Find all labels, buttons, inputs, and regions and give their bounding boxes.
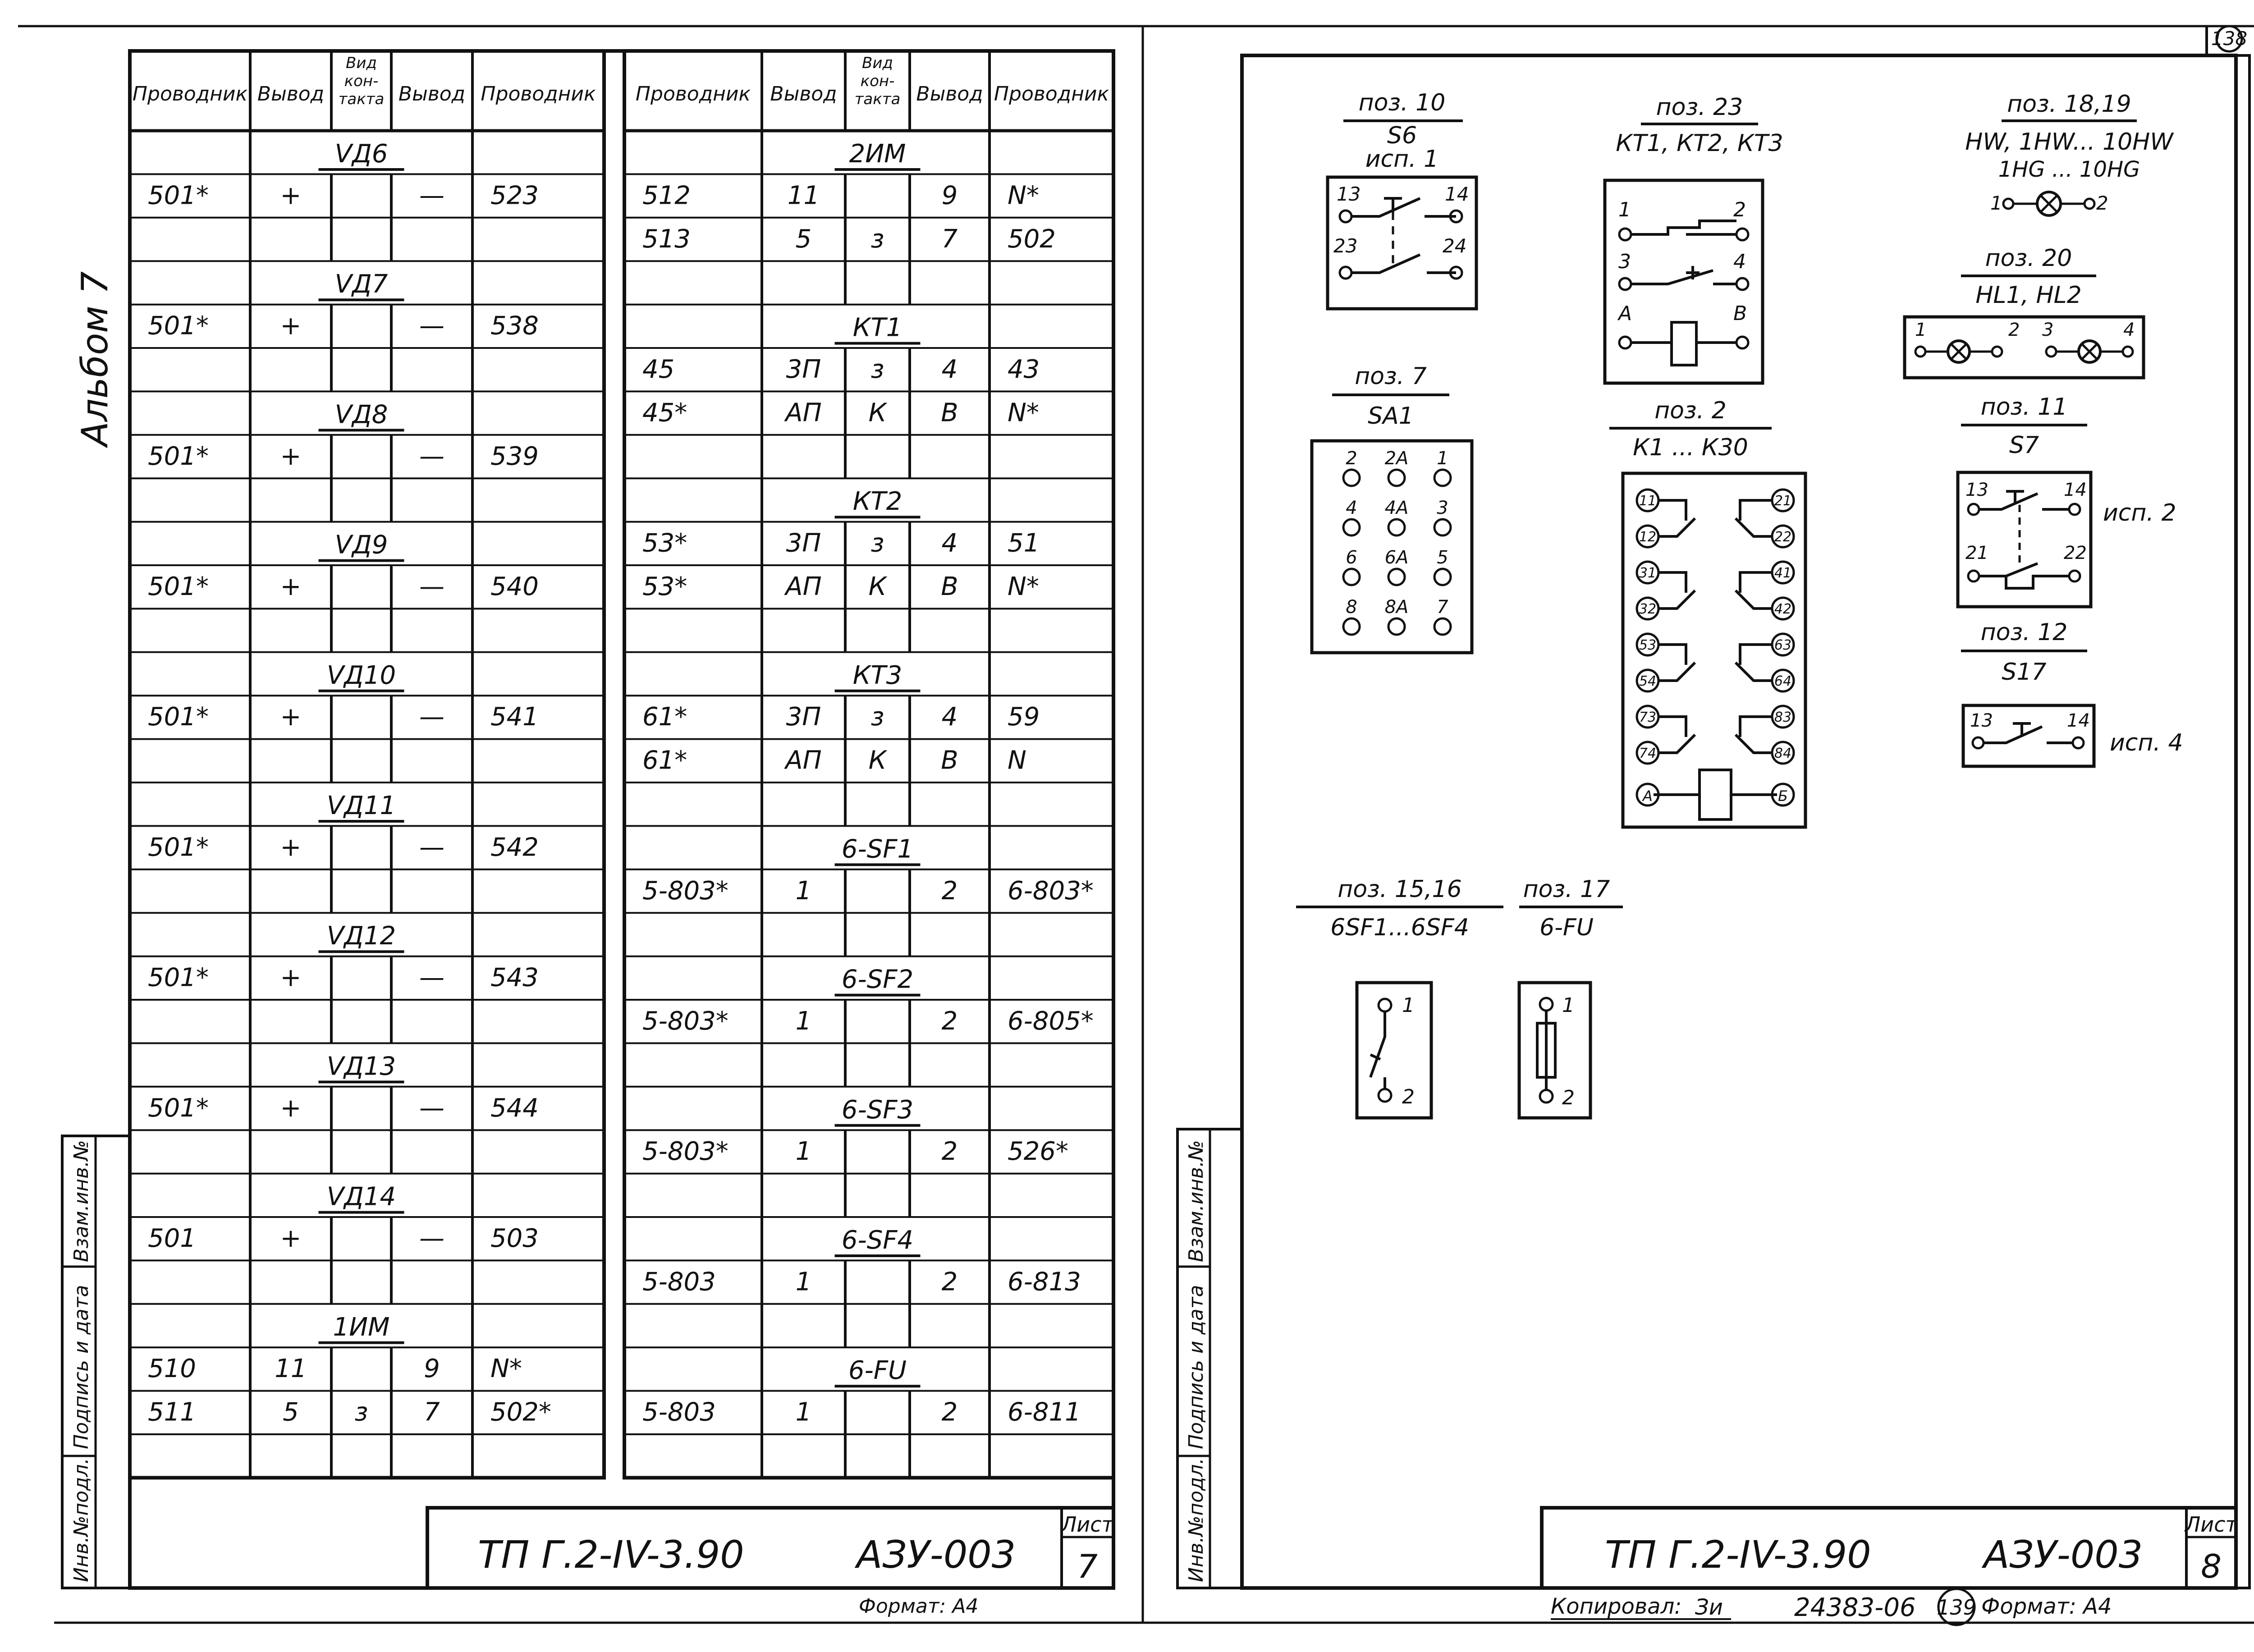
tb-cell: АП — [785, 746, 822, 775]
ta-cell: + — [280, 181, 302, 211]
tb-cell: 6-813 — [1008, 1267, 1081, 1297]
ta-cell: 542 — [490, 833, 539, 862]
tb-cell: В — [941, 398, 958, 428]
ta-header-contact-1: кон- — [344, 72, 379, 90]
tb-cell: 1 — [795, 876, 812, 906]
svg-text:HL1, HL2: HL1, HL2 — [1975, 282, 2082, 309]
stamp-podpis: Подпись и дата — [70, 1285, 93, 1449]
tb-cell: 5-803 — [642, 1267, 716, 1297]
svg-text:поз. 11: поз. 11 — [1980, 394, 2068, 421]
tb-cell: 512 — [642, 181, 691, 211]
svg-text:22: 22 — [2064, 543, 2087, 563]
svg-text:14: 14 — [1445, 183, 1469, 205]
p7-pin-label: 2А — [1384, 448, 1409, 469]
component-poz11 — [1958, 394, 2176, 607]
tb-cell: В — [941, 746, 958, 775]
p2-pin-label: 12 — [1639, 529, 1657, 545]
tb-cell: 45* — [642, 398, 687, 428]
p2-pin-label: 22 — [1774, 529, 1792, 545]
ta-group-title: VД9 — [334, 530, 388, 560]
tb-group-title: КТ1 — [852, 313, 903, 343]
tb-group-title: 6-SF1 — [841, 834, 914, 864]
tb-cell: 5-803* — [642, 876, 728, 906]
p2-pin-label: 53 — [1639, 637, 1657, 653]
tb-group-title: 6-SF2 — [841, 965, 914, 994]
svg-text:исп. 4: исп. 4 — [2110, 729, 2183, 756]
ta-cell: 9 — [424, 1354, 440, 1384]
svg-text:КТ1, КТ2, КТ3: КТ1, КТ2, КТ3 — [1616, 130, 1783, 157]
ta-header-0: Проводник — [132, 82, 248, 105]
p10-isp: исп. 1 — [1365, 146, 1439, 173]
tb-header-0: Проводник — [635, 82, 751, 105]
ta-cell: — — [419, 833, 444, 862]
tb-cell: К — [868, 572, 887, 601]
ta-cell: 510 — [148, 1354, 196, 1384]
component-poz12 — [1961, 619, 2183, 766]
p1516-body — [1357, 983, 1431, 1118]
tb-cell: N* — [1008, 398, 1039, 428]
tb-cell: 61* — [642, 702, 687, 732]
svg-text:В: В — [1733, 302, 1747, 325]
ta-cell: 501 — [148, 1224, 196, 1253]
component-poz23 — [1605, 94, 1783, 383]
tb-cell: 2 — [941, 876, 958, 906]
svg-text:23: 23 — [1333, 235, 1358, 257]
ta-cell: + — [280, 1093, 302, 1123]
svg-text:поз. 12: поз. 12 — [1980, 619, 2068, 646]
ta-cell: — — [419, 1093, 444, 1123]
svg-text:поз. 7: поз. 7 — [1355, 363, 1427, 390]
r-format-label: Формат: А4 — [1981, 1594, 2112, 1619]
tb-cell: 7 — [941, 224, 958, 254]
left-sheet — [62, 51, 1114, 1618]
ta-cell: + — [280, 963, 302, 993]
ta-cell: 11 — [275, 1354, 307, 1384]
tb-cell: 11 — [787, 181, 820, 211]
tb-header-1: Вывод — [770, 82, 837, 105]
svg-text:21: 21 — [1965, 543, 1988, 563]
ta-group-title: VД6 — [334, 139, 388, 169]
tb-cell: 3П — [786, 355, 821, 384]
ta-cell: 501* — [148, 311, 209, 341]
p7-pin-label: 6А — [1384, 547, 1409, 568]
svg-text:HW, 1HW... 10HW: HW, 1HW... 10HW — [1965, 128, 2173, 156]
tb-cell: 3П — [786, 528, 821, 558]
tb-cell: 5-803 — [642, 1397, 716, 1427]
inv-number: 24383-06 — [1794, 1593, 1916, 1622]
right-title-block — [1542, 1508, 2238, 1588]
tb-group-title: КТ3 — [852, 660, 903, 690]
component-poz17 — [1519, 876, 1623, 1118]
svg-text:1: 1 — [1402, 994, 1415, 1017]
left-title-block — [427, 1508, 1114, 1588]
tb-cell: з — [870, 702, 884, 732]
component-poz1516 — [1296, 876, 1503, 1118]
connection-table-b — [624, 51, 1113, 1478]
ta-cell: — — [419, 963, 444, 993]
ta-header-contact-2: такта — [338, 90, 385, 108]
tb-cell: 2 — [941, 1397, 958, 1427]
svg-text:поз. 18,19: поз. 18,19 — [2007, 91, 2131, 118]
ta-cell: з — [354, 1397, 368, 1427]
ta-group-title: VД8 — [334, 400, 388, 430]
svg-text:4: 4 — [1733, 250, 1746, 273]
tb-cell: 4 — [941, 528, 958, 558]
svg-text:S7: S7 — [2009, 432, 2039, 459]
p2-pin-label: 31 — [1639, 565, 1657, 581]
tb-cell: N* — [1008, 181, 1039, 211]
tb-cell: 6-805* — [1008, 1007, 1094, 1036]
sheet-label: Лист — [1061, 1512, 1114, 1537]
svg-text:6-FU: 6-FU — [1539, 914, 1594, 941]
p7-pin-label: 8А — [1384, 597, 1409, 618]
svg-text:4: 4 — [2123, 320, 2135, 340]
tb-group-title: 2ИМ — [849, 139, 906, 169]
svg-text:1HG ... 10HG: 1HG ... 10HG — [1998, 157, 2140, 182]
r-stamp-podpis: Подпись и дата — [1185, 1285, 1208, 1449]
ta-cell: — — [419, 311, 444, 341]
tb-cell: з — [870, 528, 884, 558]
r-stamp-vzam: Взам.инв.№ — [1185, 1140, 1208, 1262]
tb-cell: АП — [785, 398, 822, 428]
ta-cell: 501* — [148, 572, 209, 601]
ta-cell: 544 — [490, 1093, 539, 1123]
ta-cell: + — [280, 702, 302, 732]
p7-pin-label: 4 — [1346, 498, 1357, 518]
p7-pin-label: 4А — [1384, 498, 1409, 518]
p20-body — [1905, 317, 2144, 378]
svg-text:2: 2 — [2008, 320, 2020, 340]
ta-cell: 539 — [490, 441, 539, 471]
ta-cell: + — [280, 311, 302, 341]
tb-cell: 53* — [642, 572, 687, 601]
tb-cell: 1 — [795, 1137, 812, 1167]
title-doc: АЗУ-003 — [857, 1533, 1016, 1577]
ta-group-title: 1ИМ — [333, 1312, 390, 1342]
ta-cell: 501* — [148, 963, 209, 993]
tb-cell: 2 — [941, 1137, 958, 1167]
p2-pin-label: 84 — [1774, 746, 1792, 761]
p7-pin-label: 8 — [1346, 597, 1357, 618]
p7-pin-label: 1 — [1437, 448, 1448, 469]
svg-text:1: 1 — [1990, 192, 2002, 214]
p2-pin-label: 54 — [1639, 673, 1657, 689]
component-poz1819 — [1965, 91, 2174, 215]
tb-cell: В — [941, 572, 958, 601]
svg-text:поз. 23: поз. 23 — [1656, 94, 1743, 121]
p2-pin-label: 74 — [1639, 746, 1657, 761]
ta-cell: — — [419, 441, 444, 471]
connection-table-a — [130, 51, 604, 1478]
svg-text:1: 1 — [1915, 320, 1927, 340]
tb-cell: 6-803* — [1008, 876, 1094, 906]
ta-cell: 501* — [148, 833, 209, 862]
ta-cell: + — [280, 572, 302, 601]
ta-group-title: VД10 — [326, 660, 396, 690]
p2-pin-label: 42 — [1774, 601, 1792, 617]
format-label: Формат: А4 — [859, 1595, 979, 1618]
right-sheet-frame — [1242, 55, 2236, 1588]
p7-pin-label: 5 — [1437, 547, 1448, 568]
ta-cell: 538 — [490, 311, 539, 341]
r-sheet-number: 8 — [2201, 1547, 2222, 1585]
ta-header-1: Вывод — [257, 82, 325, 105]
svg-text:2: 2 — [2096, 192, 2108, 214]
component-poz7 — [1312, 363, 1472, 653]
ta-cell: — — [419, 702, 444, 732]
component-poz10 — [1328, 89, 1476, 309]
p10-pos: поз. 10 — [1358, 89, 1446, 116]
tb-cell: 43 — [1008, 355, 1040, 384]
p2-pin-label: 63 — [1774, 637, 1792, 653]
tb-cell: 6-811 — [1008, 1397, 1081, 1427]
svg-text:3: 3 — [2042, 320, 2054, 340]
copied-signature: Зи — [1695, 1595, 1723, 1620]
ta-cell: 503 — [490, 1224, 539, 1253]
stamp-vzam: Взам.инв.№ — [70, 1140, 93, 1262]
svg-text:А: А — [1643, 787, 1653, 805]
sheet-number: 7 — [1077, 1547, 1098, 1585]
ta-cell: 501* — [148, 1093, 209, 1123]
copied-label: Копировал: — [1551, 1594, 1682, 1619]
tb-cell: 59 — [1008, 702, 1040, 732]
p7-pin-label: 2 — [1346, 448, 1357, 469]
right-sheet — [1177, 26, 2249, 1625]
tb-cell: 513 — [642, 224, 691, 254]
tb-cell: 5-803* — [642, 1137, 728, 1167]
r-sheet-label: Лист — [2185, 1512, 2238, 1537]
svg-text:3: 3 — [1618, 250, 1631, 273]
tb-cell: N* — [1008, 572, 1039, 601]
svg-text:А: А — [1618, 302, 1632, 325]
p10-ref: S6 — [1387, 122, 1417, 149]
svg-text:2: 2 — [1562, 1086, 1575, 1109]
svg-text:К1 ... К30: К1 ... К30 — [1633, 434, 1748, 461]
svg-text:S17: S17 — [2002, 659, 2047, 686]
ta-cell: 543 — [490, 963, 539, 993]
ta-cell: — — [419, 1224, 444, 1253]
tb-cell: 3П — [786, 702, 821, 732]
svg-text:поз. 20: поз. 20 — [1985, 245, 2072, 272]
tb-cell: 5 — [795, 224, 812, 254]
ta-cell: 501* — [148, 702, 209, 732]
ta-group-title: VД11 — [326, 791, 396, 820]
tb-cell: 526* — [1008, 1137, 1068, 1167]
ta-header-contact-0: Вид — [346, 54, 377, 72]
ta-cell: + — [280, 833, 302, 862]
svg-text:13: 13 — [1970, 710, 1993, 731]
ta-cell: 501* — [148, 441, 209, 471]
tb-group-title: 6-SF4 — [841, 1226, 914, 1255]
svg-text:исп. 2: исп. 2 — [2103, 499, 2176, 526]
r-stamp-inv-podl: Инв.№подл. — [1185, 1458, 1208, 1582]
title-code: ТП Г.2-IV-3.90 — [478, 1533, 744, 1577]
svg-text:2: 2 — [1402, 1085, 1415, 1108]
r-title-code: ТП Г.2-IV-3.90 — [1605, 1533, 1871, 1577]
tb-header-contact-0: Вид — [862, 54, 893, 72]
svg-text:24: 24 — [1443, 235, 1467, 257]
tb-cell: 1 — [795, 1397, 812, 1427]
ta-group-title: VД12 — [326, 921, 396, 951]
tb-cell: 51 — [1008, 528, 1040, 558]
component-poz2 — [1609, 397, 1805, 827]
tb-cell: 5-803* — [642, 1007, 728, 1036]
svg-text:14: 14 — [2067, 710, 2090, 731]
component-poz20 — [1905, 245, 2144, 378]
tb-cell: 1 — [795, 1267, 812, 1297]
r-title-doc: АЗУ-003 — [1984, 1533, 2143, 1577]
tb-header-contact-2: такта — [854, 90, 901, 108]
ta-cell: 511 — [148, 1397, 196, 1427]
p7-pin-label: 6 — [1346, 547, 1357, 568]
page-badge: 138 — [2211, 27, 2248, 50]
tb-group-title: 6-FU — [848, 1356, 907, 1386]
tb-group-title: КТ2 — [852, 487, 903, 517]
tb-header-4: Проводник — [994, 82, 1109, 105]
ta-cell: — — [419, 181, 444, 211]
tb-cell: N — [1008, 746, 1026, 775]
p2-pin-label: 41 — [1774, 565, 1792, 581]
ta-cell: 540 — [490, 572, 539, 601]
svg-text:13: 13 — [1337, 183, 1361, 205]
svg-text:6SF1...6SF4: 6SF1...6SF4 — [1330, 914, 1469, 941]
stamp-inv-podl: Инв.№подл. — [70, 1458, 93, 1582]
tb-group-title: 6-SF3 — [841, 1095, 914, 1125]
svg-text:1: 1 — [1562, 994, 1575, 1017]
tb-cell: К — [868, 398, 887, 428]
ta-cell: 501* — [148, 181, 209, 211]
tb-cell: 53* — [642, 528, 687, 558]
ta-cell: 541 — [490, 702, 539, 732]
tb-cell: 1 — [795, 1007, 812, 1036]
p2-pin-label: 83 — [1774, 709, 1792, 725]
p7-pin-label: 3 — [1437, 498, 1448, 518]
tb-cell: з — [870, 224, 884, 254]
svg-text:13: 13 — [1965, 480, 1988, 500]
ta-cell: + — [280, 441, 302, 471]
ta-cell: 7 — [424, 1397, 440, 1427]
ta-group-title: VД13 — [326, 1052, 396, 1081]
p2-pin-label: 11 — [1639, 493, 1657, 509]
tb-cell: 9 — [941, 181, 958, 211]
tb-cell: 45 — [642, 355, 675, 384]
ta-cell: + — [280, 1224, 302, 1253]
ta-header-3: Вывод — [398, 82, 466, 105]
album-label: Альбом 7 — [74, 271, 116, 446]
tb-cell: 2 — [941, 1007, 958, 1036]
tb-cell: АП — [785, 572, 822, 601]
tb-cell: з — [870, 355, 884, 384]
ta-cell: 523 — [490, 181, 539, 211]
tb-header-contact-1: кон- — [860, 72, 895, 90]
tb-cell: К — [868, 746, 887, 775]
tb-cell: 2 — [941, 1267, 958, 1297]
ta-group-title: VД7 — [334, 270, 388, 299]
tb-cell: 61* — [642, 746, 687, 775]
p2-pin-label: 73 — [1639, 709, 1657, 725]
svg-text:14: 14 — [2064, 480, 2087, 500]
tb-cell: 4 — [941, 355, 958, 384]
svg-text:SA1: SA1 — [1368, 403, 1414, 430]
svg-text:2: 2 — [1733, 198, 1746, 221]
tb-header-3: Вывод — [916, 82, 983, 105]
svg-text:поз. 15,16: поз. 15,16 — [1338, 876, 1462, 903]
ta-header-4: Проводник — [481, 82, 596, 105]
svg-text:1: 1 — [1618, 198, 1631, 221]
circle-number: 139 — [1937, 1595, 1976, 1620]
ta-cell: 502* — [490, 1397, 551, 1427]
ta-cell: N* — [490, 1354, 522, 1384]
tb-cell: 502 — [1008, 224, 1056, 254]
tb-cell: 4 — [941, 702, 958, 732]
ta-cell: — — [419, 572, 444, 601]
p2-pin-label: 21 — [1774, 493, 1792, 509]
p2-pin-label: 64 — [1774, 673, 1792, 689]
svg-text:Б: Б — [1778, 787, 1788, 805]
ta-cell: 5 — [283, 1397, 299, 1427]
p7-pin-label: 7 — [1437, 597, 1448, 618]
svg-text:поз. 2: поз. 2 — [1654, 397, 1727, 424]
p2-pin-label: 32 — [1639, 601, 1657, 617]
ta-group-title: VД14 — [326, 1182, 396, 1212]
svg-text:поз. 17: поз. 17 — [1523, 876, 1610, 903]
